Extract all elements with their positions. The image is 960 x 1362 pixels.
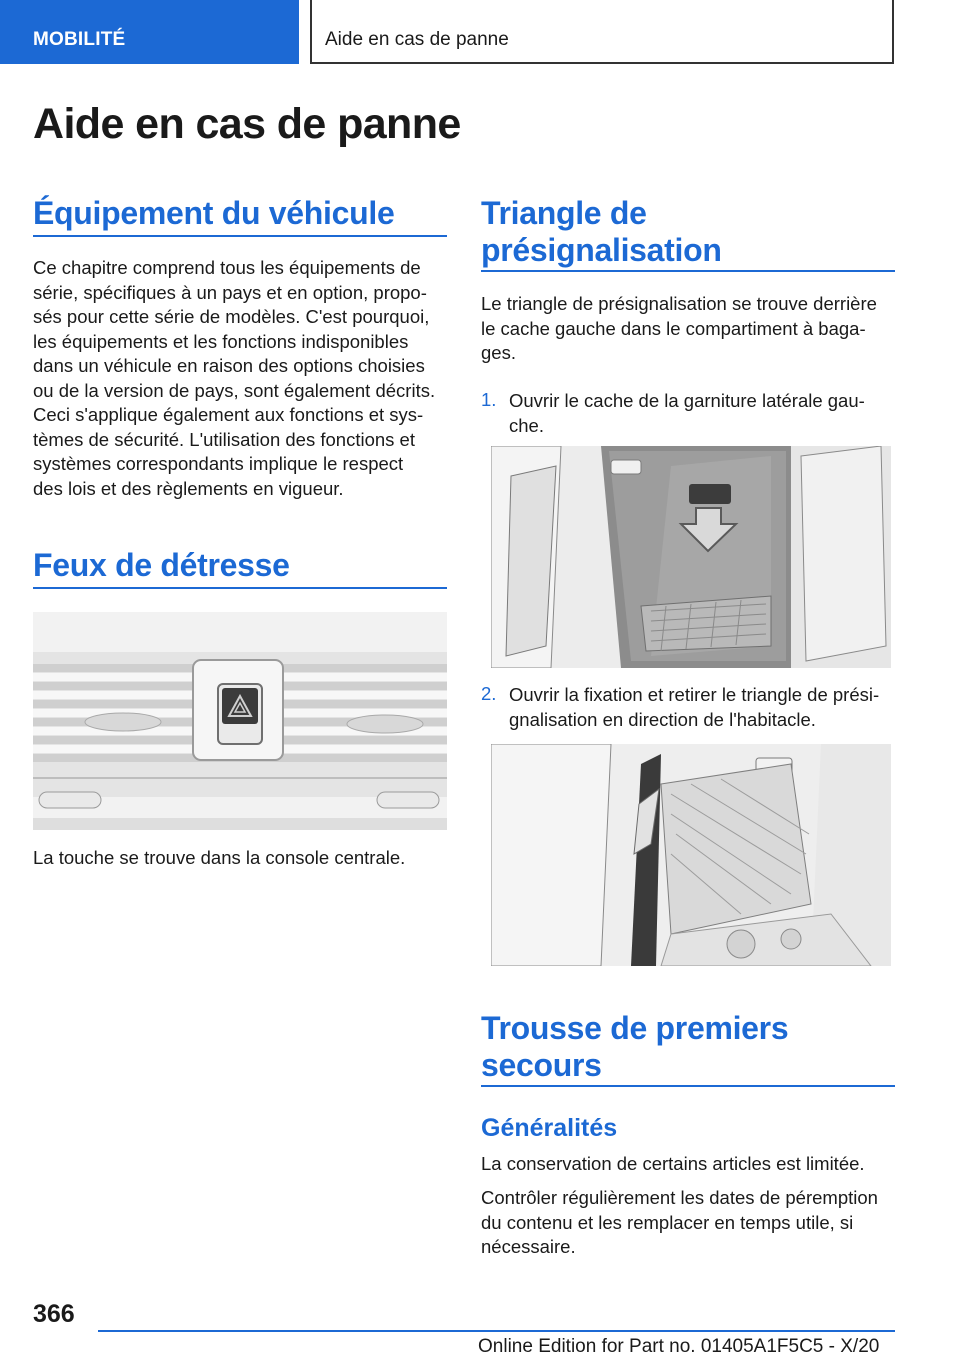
- step-text-line: gnalisation en direction de l'habitacle.: [509, 708, 816, 730]
- section-tab-label: MOBILITÉ: [33, 29, 126, 50]
- trunk-cover-image: [491, 446, 891, 668]
- text-line: Le triangle de présignalisation se trouve derrière: [481, 293, 877, 314]
- warning-triangle-image: [491, 744, 891, 966]
- text-line: dans un véhicule en raison des options choisies: [33, 355, 425, 376]
- text-line: série, spécifiques à un pays et en option, propo-: [33, 281, 427, 303]
- page-number: 366: [33, 1300, 75, 1328]
- first-aid-heading-line1: Trousse de premiers: [481, 1010, 789, 1046]
- step-number: 1.: [481, 389, 497, 410]
- text-line: sés pour cette série de modèles. C'est pourquoi,: [33, 306, 430, 327]
- first-aid-paragraph-2: [481, 1186, 895, 1260]
- text-line: ges.: [481, 342, 516, 363]
- chapter-tab[interactable]: [310, 0, 894, 64]
- equipment-heading-rule: [33, 235, 447, 237]
- section-tab[interactable]: [0, 0, 299, 64]
- hazard-switch-image: [33, 612, 447, 830]
- hazard-heading: Feux de détresse: [33, 547, 290, 583]
- text-line: tèmes de sécurité. L'utilisation des fonctions et: [33, 428, 415, 450]
- step-1: [481, 389, 895, 438]
- edition-footer: Online Edition for Part no. 01405A1F5C5 - X/20: [478, 1336, 880, 1357]
- text-line: des lois et des règlements en vigueur.: [33, 477, 344, 499]
- text-line: Ce chapitre comprend tous les équipements de: [33, 257, 421, 278]
- first-aid-heading-rule: [481, 1085, 895, 1087]
- triangle-intro: [481, 292, 895, 366]
- step-2: [481, 683, 895, 732]
- text-line: Ceci s'applique également aux fonctions et sys-: [33, 404, 424, 425]
- triangle-heading: [481, 195, 895, 269]
- text-line: Contrôler régulièrement les dates de péremption: [481, 1187, 878, 1208]
- text-line: le cache gauche dans le compartiment à baga-: [481, 317, 866, 339]
- text-line: nécessaire.: [481, 1236, 576, 1257]
- chapter-tab-label: Aide en cas de panne: [325, 29, 509, 50]
- step-number: 2.: [481, 683, 497, 704]
- equipment-heading: Équipement du véhicule: [33, 195, 395, 231]
- step-text-line: che.: [509, 414, 544, 436]
- triangle-heading-line1: Triangle de: [481, 195, 647, 231]
- hazard-heading-rule: [33, 587, 447, 589]
- first-aid-heading: [481, 1010, 895, 1084]
- text-line: ou de la version de pays, sont également décrits.: [33, 379, 436, 401]
- first-aid-paragraph-1: La conservation de certains articles est limitée.: [481, 1153, 865, 1174]
- hazard-caption: La touche se trouve dans la console centrale.: [33, 847, 406, 868]
- equipment-paragraph: [33, 256, 447, 501]
- text-line: les équipements et les fonctions indisponibles: [33, 330, 409, 352]
- triangle-heading-rule: [481, 270, 895, 272]
- triangle-heading-line2: présignalisation: [481, 232, 722, 268]
- first-aid-heading-line2: secours: [481, 1047, 602, 1083]
- text-line: du contenu et les remplacer en temps utile, si: [481, 1211, 854, 1233]
- text-line: systèmes correspondants implique le respect: [33, 453, 404, 474]
- page-title: Aide en cas de panne: [33, 100, 461, 148]
- step-text-line: Ouvrir le cache de la garniture latérale gau-: [509, 390, 865, 411]
- step-text-line: Ouvrir la fixation et retirer le triangle de prési-: [509, 684, 880, 705]
- general-subheading: Généralités: [481, 1114, 618, 1142]
- footer-rule: [98, 1330, 895, 1332]
